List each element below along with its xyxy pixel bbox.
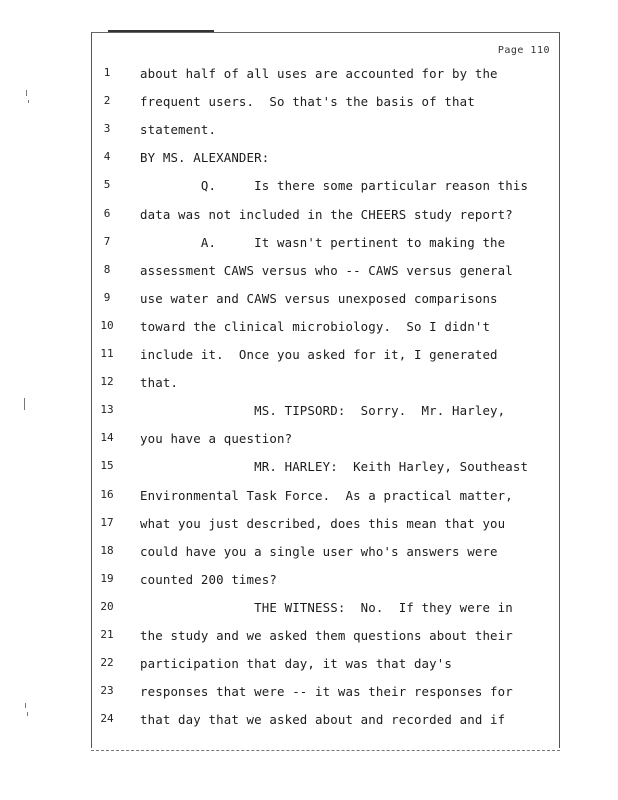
- line-text: about half of all uses are accounted for by the: [140, 66, 498, 81]
- line-text: the study and we asked them questions about their: [140, 628, 513, 643]
- transcript-line: [0, 712, 618, 732]
- page-bottom-rule: [91, 750, 560, 751]
- line-number: 11: [100, 347, 114, 360]
- transcript-line: [0, 150, 618, 170]
- transcript-line: [0, 375, 618, 395]
- transcript-line: [0, 207, 618, 227]
- line-text: responses that were -- it was their responses for: [140, 684, 513, 700]
- transcript-line: [0, 319, 618, 339]
- transcript-line: [0, 122, 618, 142]
- line-text: that day that we asked about and recorded and if: [140, 712, 506, 728]
- transcript-line: [0, 178, 618, 198]
- line-text: Q. Is there some particular reason this: [140, 178, 529, 194]
- transcript-line: [0, 516, 618, 536]
- scan-speck: [24, 398, 25, 410]
- scan-speck: [28, 100, 29, 103]
- transcript-line: [0, 488, 618, 508]
- line-number: 14: [100, 431, 114, 445]
- line-number: 18: [100, 543, 114, 557]
- line-text: you have a question?: [140, 431, 293, 447]
- line-number: 6: [103, 206, 111, 220]
- transcript-line: [0, 403, 618, 423]
- line-text: MR. HARLEY: Keith Harley, Southeast: [140, 459, 529, 475]
- line-text: statement.: [140, 122, 217, 138]
- line-number: 24: [100, 712, 114, 726]
- line-text: participation that day, it was that day's: [140, 656, 453, 672]
- line-text: assessment CAWS versus who -- CAWS versus general: [140, 262, 513, 278]
- line-text: use water and CAWS versus unexposed comparisons: [140, 290, 498, 306]
- line-number: 4: [103, 150, 111, 164]
- transcript-line: [0, 600, 618, 620]
- transcript-line: [0, 684, 618, 704]
- transcript-line: [0, 347, 618, 367]
- transcript-line: [0, 235, 618, 255]
- line-number: 15: [100, 459, 114, 473]
- scan-speck: [25, 703, 26, 708]
- line-text: A. It wasn't pertinent to making the: [140, 234, 506, 250]
- line-text: that.: [140, 375, 179, 391]
- line-number: 1: [103, 66, 111, 79]
- transcript-line: [0, 291, 618, 311]
- line-number: 8: [103, 262, 111, 276]
- transcript-line: [0, 628, 618, 648]
- line-text: BY MS. ALEXANDER:: [140, 150, 270, 166]
- line-number: 2: [103, 94, 111, 108]
- transcript-line: [0, 656, 618, 676]
- line-text: include it. Once you asked for it, I generated: [140, 347, 498, 362]
- transcript-line: [0, 431, 618, 451]
- line-number: 22: [100, 656, 114, 670]
- transcript-line: [0, 459, 618, 479]
- line-text: counted 200 times?: [140, 571, 277, 587]
- line-number: 7: [103, 234, 111, 248]
- line-number: 19: [100, 571, 114, 585]
- transcript-line: [0, 544, 618, 564]
- line-number: 21: [100, 628, 114, 641]
- line-number: 12: [100, 375, 114, 389]
- page-number: Page 110: [497, 45, 550, 56]
- transcript-line: [0, 263, 618, 283]
- transcript-line: [0, 94, 618, 114]
- line-text: what you just described, does this mean that you: [140, 515, 506, 531]
- transcript-line: [0, 66, 618, 86]
- line-text: toward the clinical microbiology. So I didn't: [140, 318, 491, 334]
- line-number: 17: [100, 515, 114, 529]
- line-number: 20: [100, 599, 114, 613]
- line-text: frequent users. So that's the basis of that: [140, 94, 475, 110]
- line-text: data was not included in the CHEERS study report?: [140, 206, 513, 222]
- line-number: 13: [100, 403, 114, 417]
- line-text: THE WITNESS: No. If they were in: [140, 599, 513, 615]
- line-number: 9: [103, 290, 111, 304]
- line-text: could have you a single user who's answers were: [140, 543, 498, 559]
- line-text: Environmental Task Force. As a practical matter,: [140, 487, 513, 503]
- line-number: 5: [103, 178, 111, 192]
- line-number: 23: [100, 684, 114, 698]
- scan-speck: [27, 712, 28, 716]
- line-number: 3: [103, 122, 111, 136]
- line-number: 16: [100, 487, 114, 501]
- transcript-line: [0, 572, 618, 592]
- scan-speck: [26, 90, 27, 96]
- line-number: 10: [100, 318, 114, 332]
- line-text: MS. TIPSORD: Sorry. Mr. Harley,: [140, 403, 506, 419]
